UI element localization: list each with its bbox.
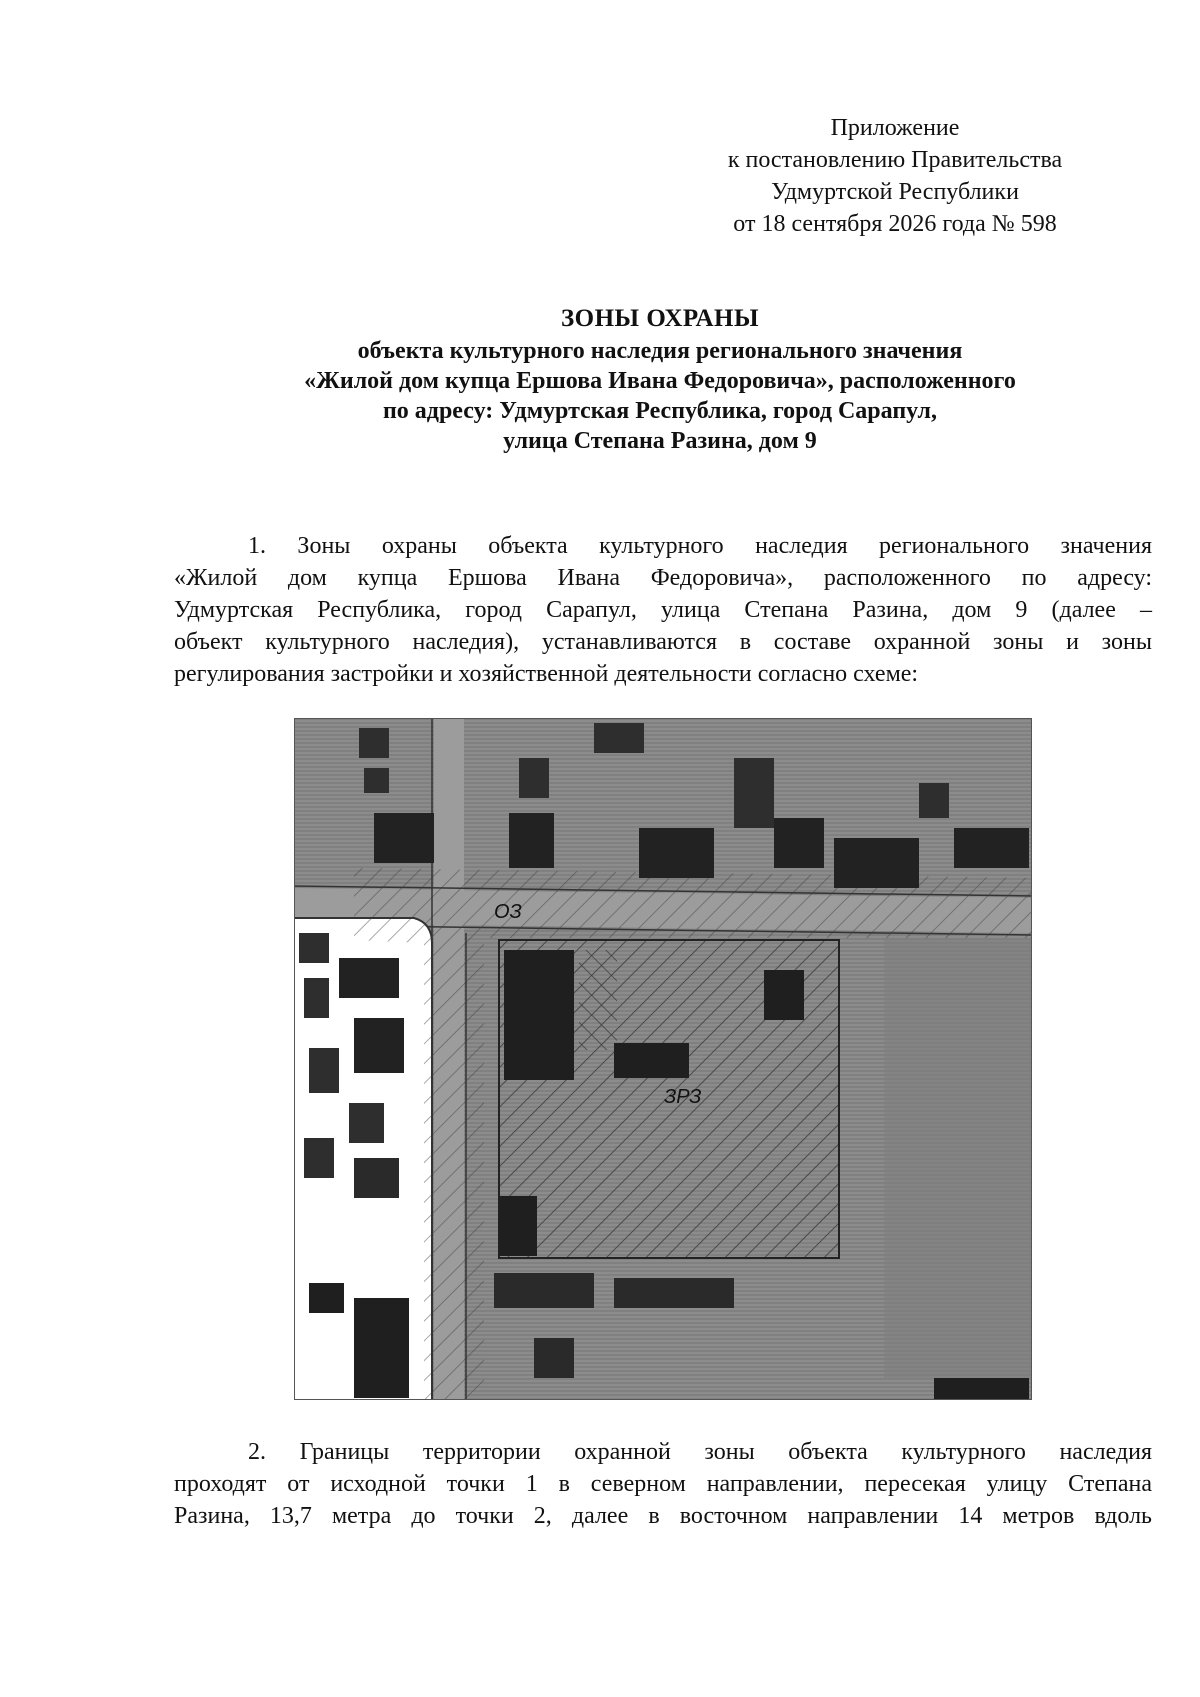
building (309, 1283, 344, 1313)
paragraph-1-line: «Жилой дом купца Ершова Ивана Федоровича», расположенного по адресу: (174, 565, 1152, 591)
appendix-region: Удмуртской Республики (771, 179, 1019, 205)
appendix-date-number: от 18 сентября 2026 года № 598 (733, 211, 1057, 237)
paragraph-1-line: регулирования застройки и хозяйственной деятельности согласно схеме: (174, 661, 919, 687)
document-heading (170, 304, 1150, 456)
heading-title: ЗОНЫ ОХРАНЫ (560, 305, 760, 332)
building (764, 970, 804, 1020)
building (594, 723, 644, 753)
building (349, 1103, 384, 1143)
paragraph-2-line: проходят от исходной точки 1 в северном направлении, пересекая улицу Степана (174, 1471, 1152, 1497)
building (339, 958, 399, 998)
heading-line-2: «Жилой дом купца Ершова Ивана Федоровича», расположенного (304, 368, 1016, 394)
building (354, 1018, 404, 1073)
label-zrz: ЗРЗ (664, 1086, 702, 1108)
heritage-building (504, 950, 574, 1080)
building (639, 828, 714, 878)
paragraph-2-line: Разина, 13,7 метра до точки 2, далее в восточном направлении 14 метров вдоль (174, 1503, 1152, 1529)
building (354, 1158, 399, 1198)
paragraph-2 (174, 1436, 1152, 1532)
paragraph-2-line: 2. Границы территории охранной зоны объекта культурного наследия (248, 1439, 1152, 1465)
building (774, 818, 824, 868)
building (304, 978, 329, 1018)
building (364, 768, 389, 793)
building (494, 1273, 594, 1308)
building (954, 828, 1029, 868)
building (499, 1196, 537, 1256)
appendix-decree-ref: к постановлению Правительства (727, 147, 1063, 173)
paragraph-1 (174, 530, 1152, 690)
heading-line-4: улица Степана Разина, дом 9 (503, 428, 817, 454)
building (299, 933, 329, 963)
building (359, 728, 389, 758)
paragraph-1-line: объект культурного наследия), устанавливаются в составе охранной зоны и зоны (174, 629, 1152, 655)
heading-line-1: объекта культурного наследия регионального значения (357, 338, 963, 364)
building (934, 1378, 1029, 1400)
east-area (884, 938, 1032, 1378)
paragraph-1-line: 1. Зоны охраны объекта культурного наследия регионального значения (248, 533, 1152, 559)
building (534, 1338, 574, 1378)
building (919, 783, 949, 818)
cross-hatched-area (579, 950, 617, 1050)
building (374, 813, 434, 863)
protection-zones-scheme-map (294, 718, 1032, 1400)
building (509, 813, 554, 868)
building (614, 1278, 734, 1308)
building (354, 1298, 409, 1398)
building (834, 838, 919, 888)
heading-line-3: по адресу: Удмуртская Республика, город Сарапул, (382, 398, 938, 424)
building (734, 758, 774, 828)
appendix-block (660, 112, 1130, 240)
building (519, 758, 549, 798)
label-oz: ОЗ (494, 901, 522, 923)
building (614, 1043, 689, 1078)
building (304, 1138, 334, 1178)
appendix-title: Приложение (830, 115, 960, 141)
building (309, 1048, 339, 1093)
paragraph-1-line: Удмуртская Республика, город Сарапул, улица Степана Разина, дом 9 (далее – (174, 597, 1152, 623)
